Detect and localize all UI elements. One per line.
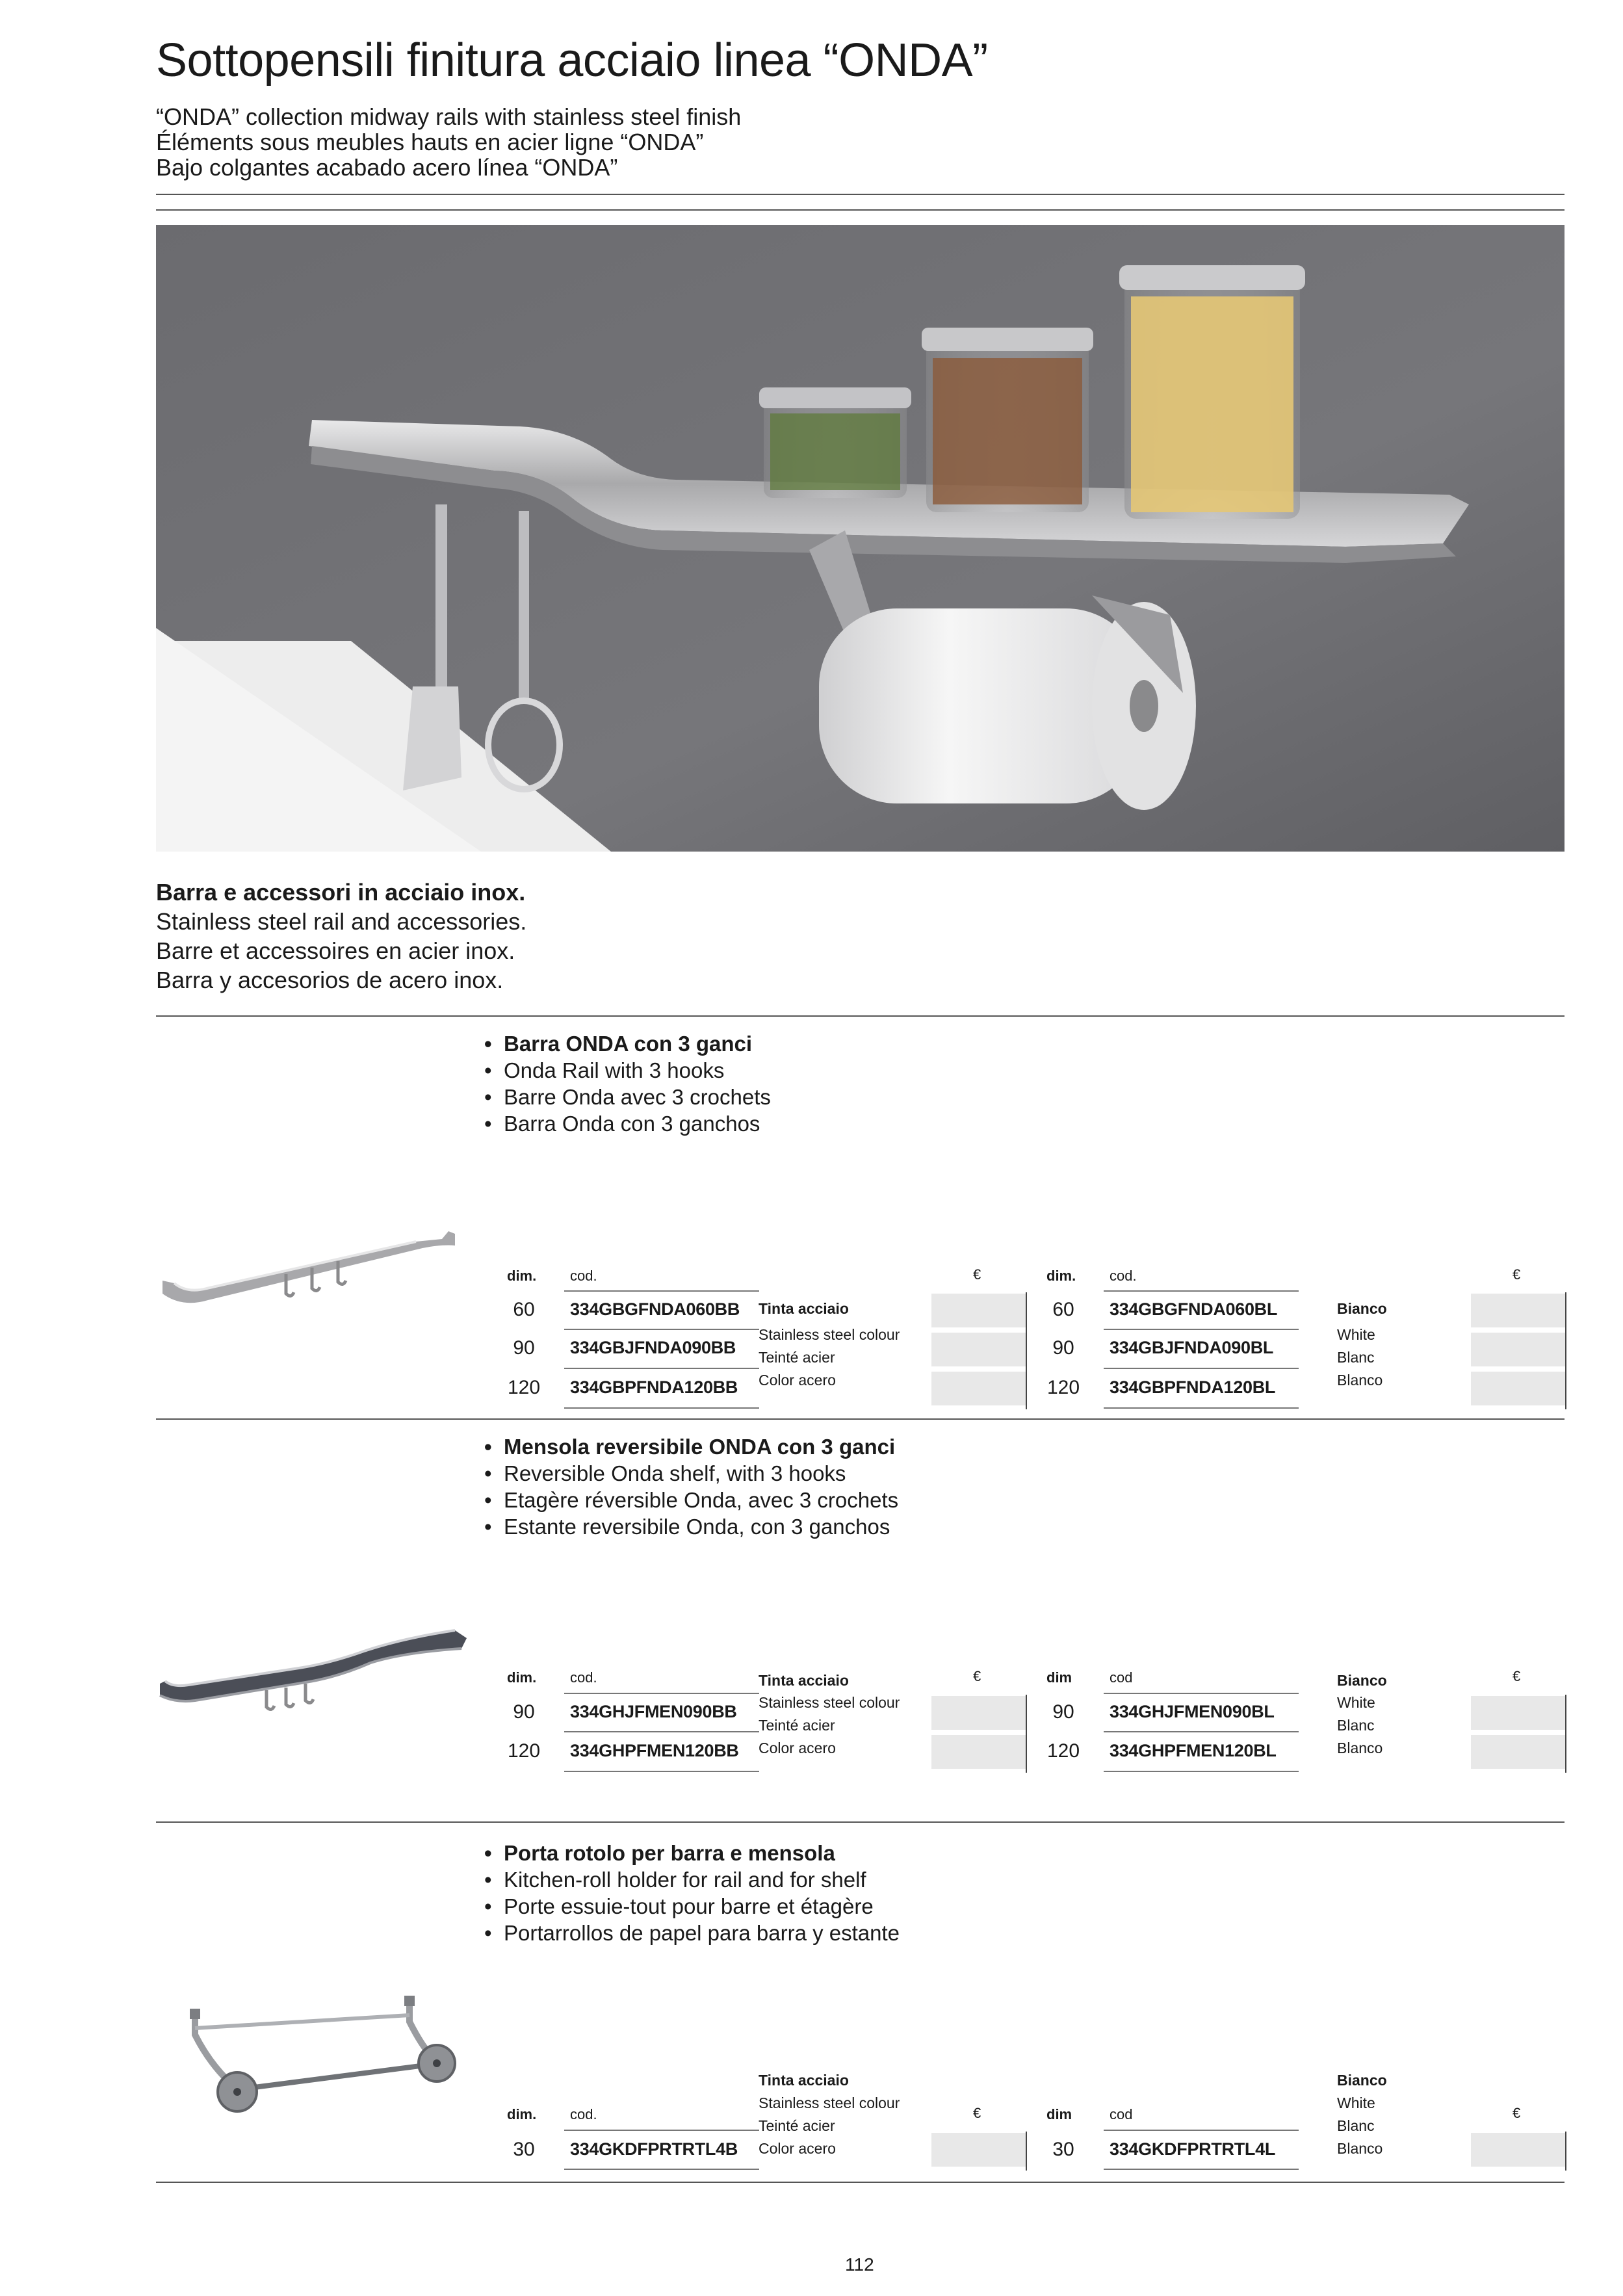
p1-row1-dim: 60 [513,1299,535,1320]
p2-line [1104,1693,1299,1694]
p3-white-finish [1337,2069,1387,2160]
p2-line [564,1693,759,1694]
finish-white-title: Bianco [1337,2072,1387,2089]
finish-steel-fr: Teinté acier [759,2117,835,2134]
p3-right-euro-header: € [1513,2105,1521,2121]
p1-line [564,1407,759,1409]
finish-steel-en: Stainless steel colour [759,1326,900,1343]
p1-row3-dim: 120 [507,1377,541,1398]
product-1-names [484,1030,771,1137]
p2-right-euro-header: € [1513,1668,1521,1684]
finish-steel-es: Color acero [759,1372,836,1389]
p2-row1-dim: 90 [513,1701,535,1723]
p2-row2-white-price[interactable] [1471,1735,1566,1769]
p2-row2-dim: 120 [507,1740,541,1762]
section-rule-3 [156,1821,1565,1823]
finish-white-fr: Blanc [1337,2117,1375,2134]
p1-row1-steel-price[interactable] [931,1294,1026,1327]
p1-divider [1026,1292,1027,1409]
intro-line-es: Barra y accesorios de acero inox. [156,967,504,993]
p2-row1-steel-code: 334GHJFMEN090BB [570,1702,737,1721]
p2-steel-finish [759,1669,849,1692]
product-1-image [156,1183,468,1352]
intro-line-fr: Barre et accessoires en acier inox. [156,937,515,964]
finish-steel-fr: Teinté acier [759,1349,835,1366]
header-rule-bottom [156,209,1565,211]
finish-white-title: Bianco [1337,1672,1387,1689]
p1-row1-white-code: 334GBGFNDA060BL [1110,1299,1278,1319]
p3-right-cod-header: cod [1110,2106,1133,2122]
p1-left-euro-header: € [973,1266,981,1283]
p1-row3-dim-right: 120 [1046,1377,1080,1398]
p3-row1-dim-right: 30 [1052,2139,1074,2160]
product-2-image [156,1586,468,1755]
p2-left-dim-header: dim. [507,1669,537,1686]
p1-line [1104,1407,1299,1409]
p3-line [564,2130,759,2131]
p2-line [1104,1731,1299,1732]
p3-left-euro-header: € [973,2105,981,2121]
product-3-names [484,1840,900,1946]
finish-white-fr: Blanc [1337,1349,1375,1366]
p2-row1-dim-right: 90 [1052,1701,1074,1723]
page-subtitles [156,104,741,180]
p1-row2-dim-right: 90 [1052,1337,1074,1359]
finish-steel-fr: Teinté acier [759,1717,835,1734]
p3-row1-steel-code: 334GKDFPRTRTL4B [570,2139,738,2159]
product-1-name-es: • Barra Onda con 3 ganchos [484,1110,771,1137]
page-title: Sottopensili finitura acciaio linea “ONDA” [156,34,988,86]
p1-row2-white-price[interactable] [1471,1333,1566,1366]
product-1-name-fr: • Barre Onda avec 3 crochets [484,1084,771,1110]
p1-white-finish-translations [1337,1324,1383,1392]
finish-steel-title: Tinta acciaio [759,1672,849,1689]
p2-row1-white-price[interactable] [1471,1696,1566,1730]
p2-line [1104,1771,1299,1772]
p1-line [564,1290,759,1292]
finish-white-es: Blanco [1337,1372,1383,1389]
finish-white-es: Blanco [1337,1740,1383,1756]
p2-row2-white-code: 334GHPFMEN120BL [1110,1741,1277,1760]
product-1-name-it: • Barra ONDA con 3 ganci [484,1030,771,1057]
p1-right-cod-header: cod. [1110,1268,1137,1284]
p2-white-finish [1337,1669,1387,1692]
p1-row2-dim: 90 [513,1337,535,1359]
p2-divider [1026,1695,1027,1773]
section-rule-1 [156,1015,1565,1017]
p1-row3-white-price[interactable] [1471,1372,1566,1405]
product-2-name-it: • Mensola reversibile ONDA con 3 ganci [484,1433,898,1460]
product-3-name-it: • Porta rotolo per barra e mensola [484,1840,900,1866]
p1-line [564,1368,759,1369]
header-rule-top [156,194,1565,195]
product-3-image [156,1983,468,2152]
p3-left-cod-header: cod. [570,2106,597,2122]
product-3-name-fr: • Porte essuie-tout pour barre et étagère [484,1893,900,1920]
finish-steel-title: Tinta acciaio [759,2072,849,2089]
p3-divider [1565,2132,1566,2171]
p3-right-dim-header: dim [1046,2106,1072,2122]
intro-block [156,878,526,995]
p2-row2-dim-right: 120 [1046,1740,1080,1762]
p1-line [1104,1290,1299,1292]
p1-row2-white-code: 334GBJFNDA090BL [1110,1338,1274,1357]
intro-heading: Barra e accessori in acciaio inox. [156,879,526,906]
p3-steel-finish [759,2069,900,2160]
p3-left-dim-header: dim. [507,2106,537,2122]
p2-white-finish-translations [1337,1691,1383,1760]
p1-row1-dim-right: 60 [1052,1299,1074,1320]
p2-left-cod-header: cod. [570,1669,597,1686]
section-rule-2 [156,1418,1565,1420]
product-3-name-es: • Portarrollos de papel para barra y estante [484,1920,900,1946]
p3-line [1104,2169,1299,2170]
p1-row2-steel-code: 334GBJFNDA090BB [570,1338,736,1357]
finish-white-en: White [1337,1326,1375,1343]
section-rule-4 [156,2182,1565,2183]
p1-steel-finish-translations [759,1324,900,1392]
subtitle-fr: Éléments sous meubles hauts en acier ligne “ONDA” [156,129,704,155]
subtitle-en: “ONDA” collection midway rails with stainless steel finish [156,103,742,130]
p3-divider [1026,2132,1027,2171]
p1-row1-white-price[interactable] [1471,1294,1566,1327]
p2-row2-steel-price[interactable] [931,1735,1026,1769]
product-2-name-es: • Estante reversibile Onda, con 3 ganchos [484,1513,898,1540]
p1-left-cod-header: cod. [570,1268,597,1284]
intro-line-en: Stainless steel rail and accessories. [156,908,527,935]
p3-row1-white-price[interactable] [1471,2133,1566,2167]
p2-right-dim-header: dim [1046,1669,1072,1686]
finish-steel-es: Color acero [759,1740,836,1756]
p1-line [1104,1368,1299,1369]
p2-line [564,1771,759,1772]
p1-white-finish [1337,1297,1387,1320]
finish-steel-title: Tinta acciaio [759,1300,849,1317]
p2-divider [1565,1695,1566,1773]
p1-line [1104,1329,1299,1330]
product-2-names [484,1433,898,1540]
product-1-name-en: • Onda Rail with 3 hooks [484,1057,771,1084]
p1-row2-steel-price[interactable] [931,1333,1026,1366]
p2-row2-steel-code: 334GHPFMEN120BB [570,1741,739,1760]
finish-white-title: Bianco [1337,1300,1387,1317]
p3-row1-steel-price[interactable] [931,2133,1026,2167]
finish-white-en: White [1337,2094,1375,2111]
hero-photo [156,225,1565,852]
p3-line [564,2169,759,2170]
p1-row3-white-code: 334GBPFNDA120BL [1110,1377,1276,1397]
p1-right-dim-header: dim. [1046,1268,1076,1284]
product-3-name-en: • Kitchen-roll holder for rail and for shelf [484,1866,900,1893]
p2-row1-white-code: 334GHJFMEN090BL [1110,1702,1275,1721]
p1-divider [1565,1292,1566,1409]
p3-row1-white-code: 334GKDFPRTRTL4L [1110,2139,1276,2159]
p2-row1-steel-price[interactable] [931,1696,1026,1730]
p2-line [564,1731,759,1732]
finish-steel-es: Color acero [759,2140,836,2157]
p1-steel-finish [759,1297,849,1320]
p1-row1-steel-code: 334GBGFNDA060BB [570,1299,740,1319]
p1-row3-steel-code: 334GBPFNDA120BB [570,1377,738,1397]
finish-steel-en: Stainless steel colour [759,1694,900,1711]
p2-left-euro-header: € [973,1668,981,1684]
product-2-name-en: • Reversible Onda shelf, with 3 hooks [484,1460,898,1487]
finish-steel-en: Stainless steel colour [759,2094,900,2111]
finish-white-fr: Blanc [1337,1717,1375,1734]
p3-row1-dim: 30 [513,2139,535,2160]
p1-left-dim-header: dim. [507,1268,537,1284]
p1-row3-steel-price[interactable] [931,1372,1026,1405]
p2-steel-finish-translations [759,1691,900,1760]
subtitle-es: Bajo colgantes acabado acero línea “ONDA” [156,154,618,181]
p1-right-euro-header: € [1513,1266,1521,1283]
p2-right-cod-header: cod [1110,1669,1133,1686]
p3-line [1104,2130,1299,2131]
p1-line [564,1329,759,1330]
page-number: 112 [845,2254,874,2275]
finish-white-en: White [1337,1694,1375,1711]
finish-white-es: Blanco [1337,2140,1383,2157]
product-2-name-fr: • Etagère réversible Onda, avec 3 crochets [484,1487,898,1513]
